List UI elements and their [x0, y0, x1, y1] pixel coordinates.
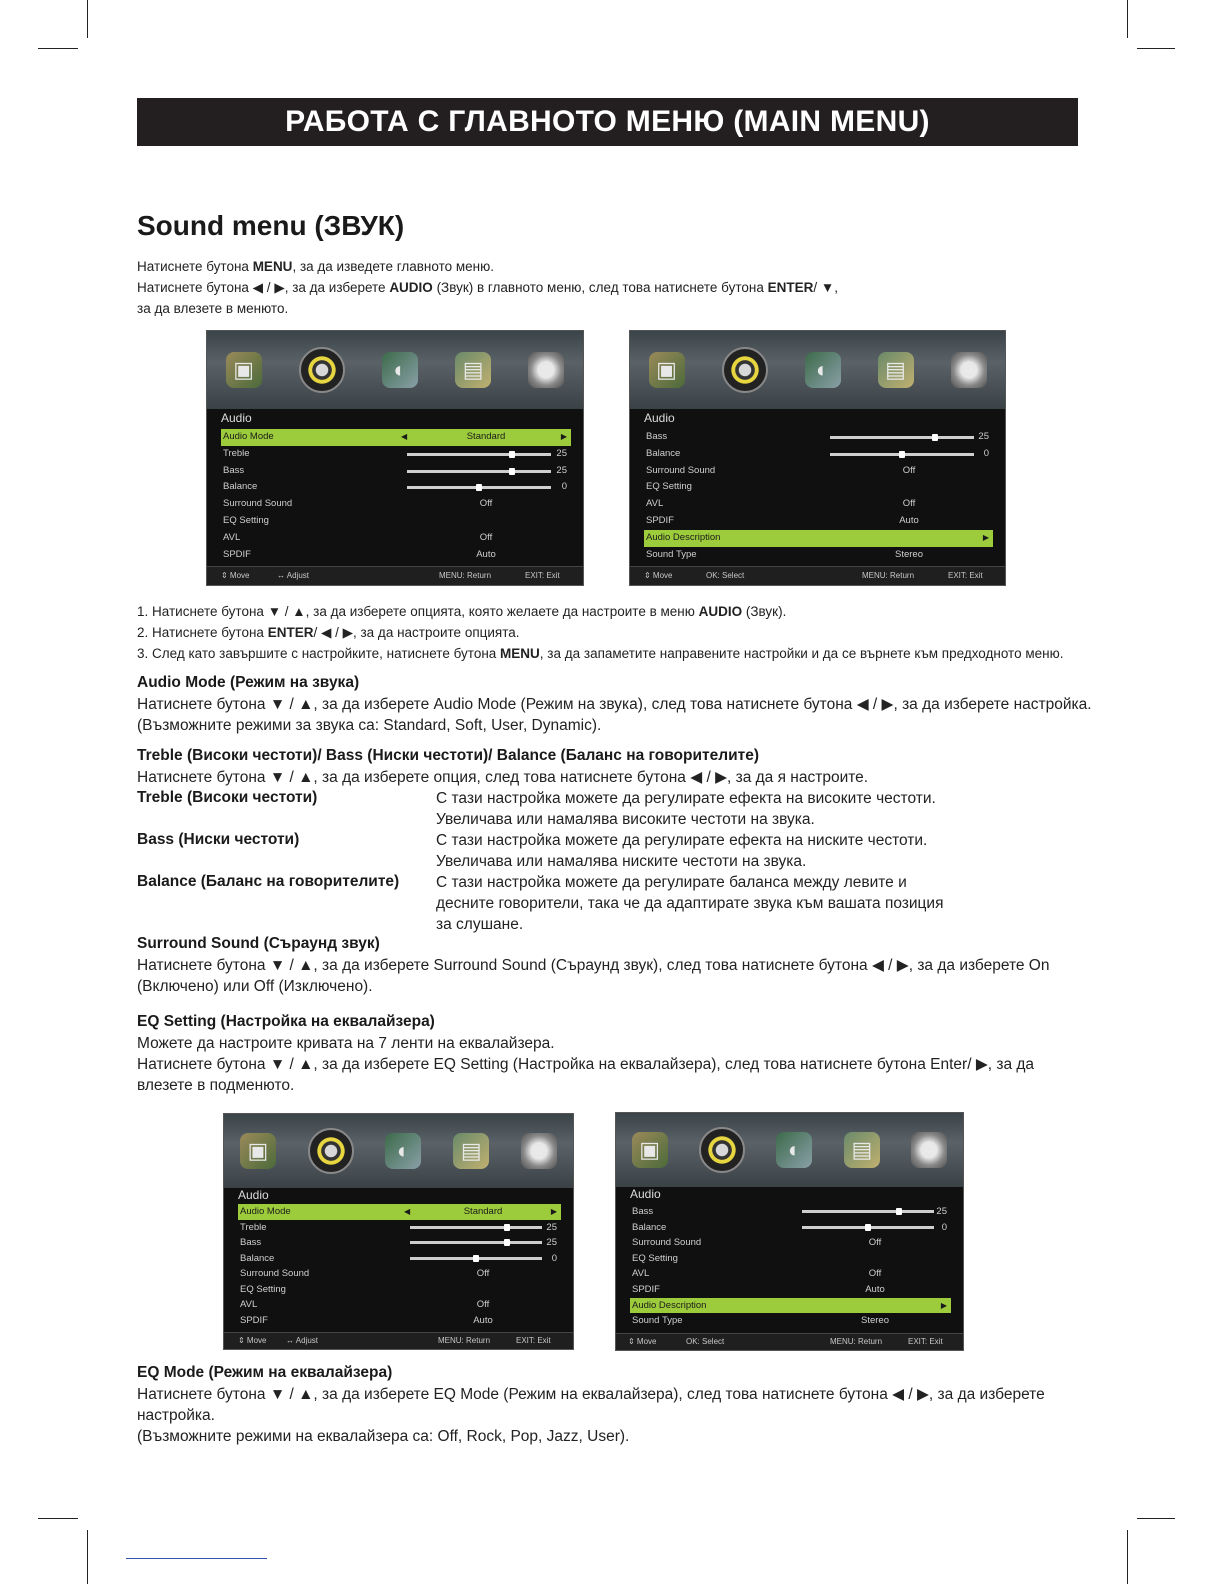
surround-text-1: Натиснете бутона ▼ / ▲, за да изберете Surround Sound (Съраунд звук), след това натиснете бутона ◀ / ▶, за да изберете On [137, 957, 1050, 974]
tv-menu-title: Audio [238, 1188, 269, 1202]
right-arrow-icon: ▶ [550, 1207, 557, 1216]
tv-menu-title: Audio [221, 411, 252, 425]
tv-row-surround: Surround Sound Off [646, 464, 916, 476]
tv-row-sound-type: Sound Type Stereo [646, 548, 923, 560]
menu-icon-bar [224, 1114, 573, 1188]
left-arrow-icon: ◀ [401, 432, 408, 441]
audio-mode-text-2: (Възможните режими за звука са: Standard, Soft, User, Dynamic). [137, 717, 602, 734]
bass-slider [802, 1210, 934, 1213]
channel-icon: ◐ [805, 352, 841, 388]
bass-desc: С тази настройка можете да регулирате ефекта на ниските честоти. Увеличава или намалява ниските честоти на звука. [436, 832, 928, 870]
tv-menu-screenshot [223, 1113, 574, 1350]
crop-mark [38, 1518, 78, 1519]
crop-mark [87, 0, 88, 38]
eq-setting-text-1: Можете да настроите кривата на 7 ленти на еквалайзера. [137, 1035, 555, 1052]
crop-mark [1137, 1518, 1175, 1519]
tv-menu-list [630, 1204, 951, 1329]
tv-row-eq: EQ Setting [646, 481, 692, 493]
tv-row-surround: Surround Sound Off [240, 1268, 490, 1279]
eq-setting-text-2: Натиснете бутона ▼ / ▲, за да изберете EQ Setting (Настройка на еквалайзера), след това натиснете бутона Enter/ ▶, за да [137, 1056, 1035, 1073]
tv-menu-footer: ⇕ Move OK: Select MENU: Return EXIT: Exit [630, 566, 1005, 585]
tv-menu-list [644, 429, 993, 563]
crop-mark [1127, 0, 1128, 38]
step-3: 3. След като завършите с настройките, натиснете бутона MENU, за да запаметите направените настройки и да се върнете към предходното меню. [137, 646, 1064, 661]
eq-mode-text-1: Натиснете бутона ▼ / ▲, за да изберете EQ Mode (Режим на еквалайзера), след това натиснете бутона ◀ / ▶, за да изберете [137, 1386, 1045, 1403]
eq-mode-text-2: настройка. [137, 1407, 215, 1424]
menu-icon-bar [616, 1113, 963, 1187]
tv-row-surround: Surround Sound Off [223, 498, 493, 510]
tv-row-avl: AVL Off [223, 531, 493, 543]
audio-mode-text-1: Натиснете бутона ▼ / ▲, за да изберете Audio Mode (Режим на звука), след това натиснете бутона ◀ / ▶, за да изберете настройка. [137, 696, 1092, 713]
tv-row-sound-type: Sound Type Stereo [632, 1315, 889, 1327]
menu-icon-bar [630, 331, 1005, 409]
tv-row-eq: EQ Setting [632, 1252, 678, 1264]
tv-row-audio-mode: Audio Mode ◀ Standard ▶ [238, 1204, 561, 1220]
channel-icon: ◐ [776, 1132, 812, 1168]
crop-mark [1137, 48, 1175, 49]
tbb-text-1: Натиснете бутона ▼ / ▲, за да изберете опция, след това натиснете бутона ◀ / ▶, за да я настроите. [137, 769, 869, 786]
tv-menu-title: Audio [630, 1187, 661, 1201]
tv-row-bass: Bass 25 [646, 431, 989, 442]
tv-menu-screenshot [615, 1112, 964, 1351]
tv-menu-list [238, 1204, 561, 1328]
tv-row-treble: Treble 25 [223, 447, 567, 459]
lock-icon: ▤ [878, 352, 914, 388]
balance-term: Balance (Баланс на говорителите) [137, 873, 400, 890]
tv-row-audio-mode: Audio Mode ◀ Standard ▶ [221, 429, 571, 446]
tv-menu-title: Audio [644, 411, 675, 425]
tv-menu-footer: ⇕ Move OK: Select MENU: Return EXIT: Exit [616, 1333, 963, 1350]
tv-row-avl: AVL Off [240, 1299, 490, 1310]
tv-menu-footer: ⇕ Move ↔ Adjust MENU: Return EXIT: Exit [224, 1332, 573, 1349]
tbb-heading: Treble (Високи честоти)/ Bass (Ниски честоти)/ Balance (Баланс на говорителите) [137, 747, 759, 764]
bass-slider [410, 1241, 542, 1244]
channel-icon: ◐ [385, 1133, 421, 1169]
tv-row-audio-description: Audio Description ▶ [644, 530, 993, 547]
eq-mode-text-3: (Възможните режими на еквалайзера са: Off, Rock, Pop, Jazz, User). [137, 1428, 630, 1445]
lock-icon: ▤ [455, 352, 491, 388]
tv-row-balance: Balance 0 [646, 447, 989, 459]
settings-gear-icon: ⚙ [528, 352, 564, 388]
tv-row-audio-description: Audio Description ▶ [630, 1298, 951, 1314]
bass-slider [407, 470, 551, 473]
crop-mark [38, 48, 78, 49]
right-arrow-icon: ▶ [560, 432, 567, 441]
tv-menu-screenshot [629, 330, 1006, 586]
balance-desc: С тази настройка можете да регулирате баланса между левите и десните говорители, така че да адаптирате звука към вашата позиция за слушане. [436, 874, 944, 933]
tv-row-spdif: SPDIF Auto [632, 1283, 885, 1295]
tv-row-bass: Bass 25 [240, 1237, 557, 1248]
crop-mark [87, 1530, 88, 1584]
tv-row-balance: Balance 0 [632, 1221, 947, 1233]
picture-icon: ▣ [632, 1132, 668, 1168]
crop-mark [126, 1558, 267, 1559]
step-1: 1. Натиснете бутона ▼ / ▲, за да изберете опцията, която желаете да настроите в меню AUDIO (Звук). [137, 604, 787, 619]
surround-text-2: (Включено) или Off (Изключено). [137, 978, 373, 995]
intro-line-1: Натиснете бутона MENU, за да изведете главното меню. [137, 259, 494, 274]
step-2: 2. Натиснете бутона ENTER/ ◀ / ▶, за да настроите опцията. [137, 625, 520, 640]
eq-setting-heading: EQ Setting (Настройка на еквалайзера) [137, 1013, 435, 1030]
treble-term: Treble (Високи честоти) [137, 789, 318, 806]
left-arrow-icon: ◀ [404, 1207, 411, 1216]
tv-row-spdif: SPDIF Auto [646, 514, 919, 526]
treble-slider [410, 1226, 542, 1229]
treble-desc: С тази настройка можете да регулирате ефекта на високите честоти. Увеличава или намалява високите честоти на звука. [436, 790, 936, 828]
picture-icon: ▣ [240, 1133, 276, 1169]
lock-icon: ▤ [844, 1132, 880, 1168]
tv-row-balance: Balance 0 [223, 481, 567, 493]
picture-icon: ▣ [649, 352, 685, 388]
tv-row-surround: Surround Sound Off [632, 1237, 882, 1249]
sound-icon [699, 1127, 745, 1173]
page-banner: РАБОТА С ГЛАВНОТО МЕНЮ (MAIN MENU) [137, 98, 1078, 146]
tv-row-bass: Bass 25 [223, 464, 567, 476]
tv-menu-list [221, 429, 571, 563]
right-arrow-icon: ▶ [940, 1300, 947, 1310]
tv-row-spdif: SPDIF Auto [223, 548, 496, 560]
lock-icon: ▤ [453, 1133, 489, 1169]
right-arrow-icon: ▶ [982, 532, 989, 542]
audio-mode-heading: Audio Mode (Режим на звука) [137, 674, 360, 691]
bass-slider [830, 436, 974, 439]
crop-mark [1127, 1530, 1128, 1584]
intro-line-3: за да влезете в менюто. [137, 301, 289, 316]
intro-line-2: Натиснете бутона ◀ / ▶, за да изберете AUDIO (Звук) в главното меню, след това натиснете бутона ENTER/ ▼, [137, 280, 838, 295]
tv-row-eq: EQ Setting [240, 1283, 286, 1295]
settings-gear-icon: ⚙ [911, 1132, 947, 1168]
channel-icon: ◐ [382, 352, 418, 388]
tv-row-balance: Balance 0 [240, 1252, 557, 1264]
treble-slider [407, 453, 551, 456]
tv-menu-screenshot [206, 330, 584, 586]
menu-icon-bar [207, 331, 583, 409]
tv-row-avl: AVL Off [646, 498, 916, 510]
tv-row-spdif: SPDIF Auto [240, 1314, 493, 1326]
picture-icon: ▣ [226, 352, 262, 388]
surround-heading: Surround Sound (Съраунд звук) [137, 935, 380, 952]
tv-row-eq: EQ Setting [223, 514, 269, 526]
eq-mode-heading: EQ Mode (Режим на еквалайзера) [137, 1364, 393, 1381]
sound-icon [722, 347, 768, 393]
settings-gear-icon: ⚙ [521, 1133, 557, 1169]
bass-term: Bass (Ниски честоти) [137, 831, 300, 848]
sound-icon [299, 347, 345, 393]
tv-menu-footer: ⇕ Move ↔ Adjust MENU: Return EXIT: Exit [207, 566, 583, 585]
tv-row-bass: Bass 25 [632, 1206, 947, 1217]
section-title: Sound menu (ЗВУК) [137, 210, 405, 241]
tv-row-treble: Treble 25 [240, 1221, 557, 1233]
sound-icon [308, 1128, 354, 1174]
settings-gear-icon: ⚙ [951, 352, 987, 388]
tv-row-avl: AVL Off [632, 1268, 882, 1280]
eq-setting-text-3: влезете в подменюто. [137, 1077, 295, 1094]
